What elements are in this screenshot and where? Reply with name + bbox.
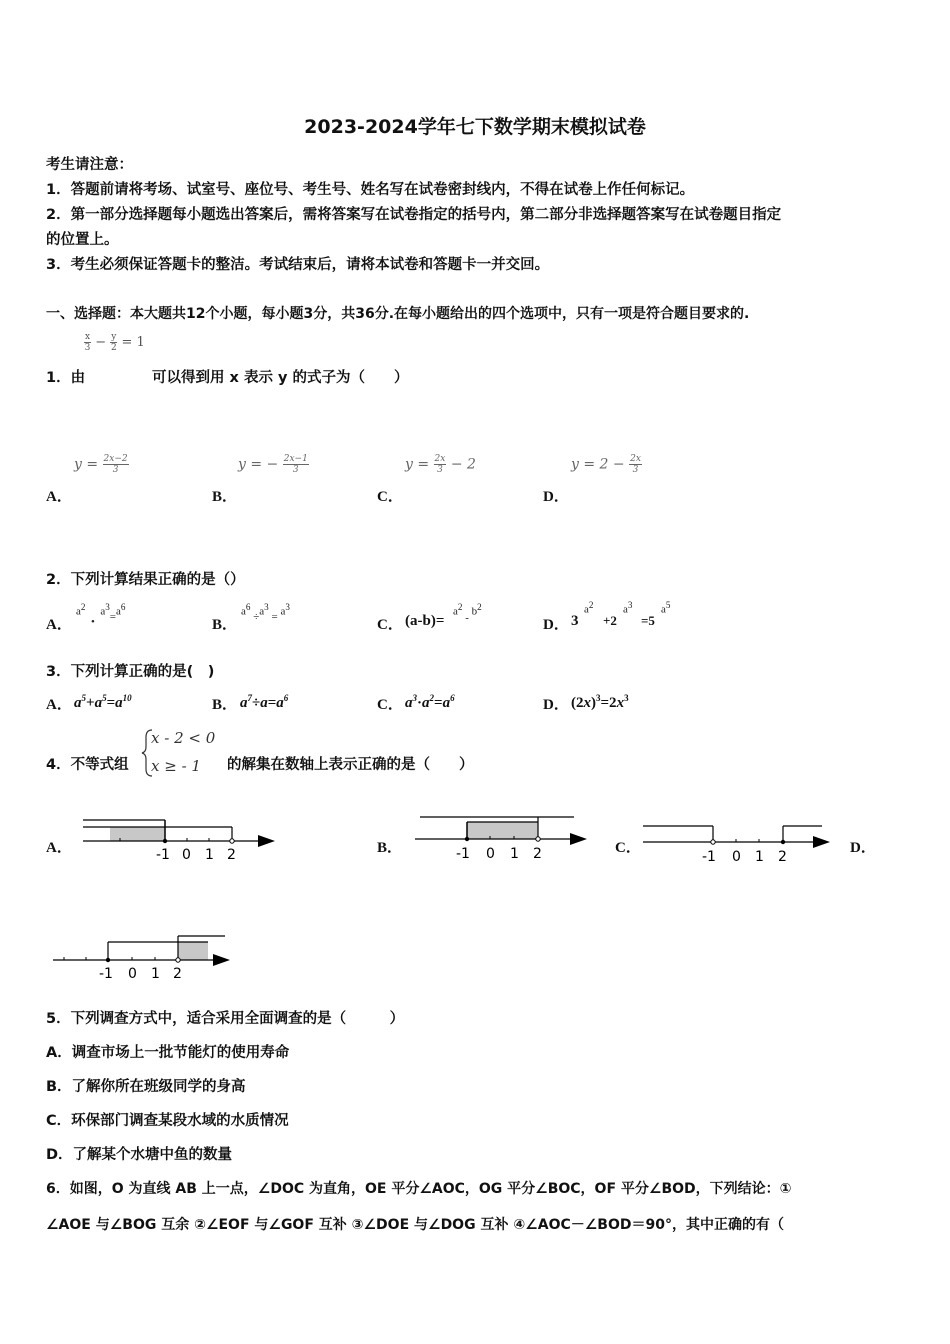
q2-option-b: $a^6 \div a^3 = a^3$ xyxy=(241,602,290,623)
section-heading: 一、选择题：本大题共12个小题，每小题3分，共36分.在每小题给出的四个选项中，只有一项是符合题目要求的. xyxy=(46,306,750,322)
q1-option-d-formula: y = 2 − $\frac{2x}{3}$ xyxy=(571,454,641,475)
q4-label-c: C． xyxy=(615,840,641,856)
q3-label-d: D． xyxy=(543,697,569,713)
q4-numberline-a xyxy=(80,815,280,865)
q1-x: x xyxy=(85,332,91,342)
q5-option-d: D．了解某个水塘中鱼的数量 xyxy=(46,1147,233,1163)
q4-b-tick-2: 2 xyxy=(533,846,542,862)
q3-option-c: $a^3\cdot a^2=a^6$ xyxy=(405,693,455,711)
q4-numberline-d xyxy=(50,930,240,982)
q1-option-b-formula: y = − $\frac{2x-1}{3}$ xyxy=(238,454,308,475)
q2-label-a: A． xyxy=(46,617,72,633)
q4-b-tick-1: 1 xyxy=(510,846,519,862)
q4-ineq-1: x - 2 < 0 xyxy=(151,729,216,747)
q4-label-a: A． xyxy=(46,840,72,856)
q2-option-d-a3: $a^3$ xyxy=(623,600,633,616)
q4-d-tick-0: 0 xyxy=(128,966,137,982)
q4-d-tick-2: 2 xyxy=(173,966,182,982)
q1-label-c: C． xyxy=(377,489,403,505)
q4-stem-post: 的解集在数轴上表示正确的是（ ） xyxy=(227,757,474,773)
notice-item-2-cont: 的位置上。 xyxy=(46,232,119,248)
q2-option-d-c2: +2 xyxy=(603,613,617,628)
q2-option-c-pre: (a-b)= xyxy=(405,613,445,629)
q2-option-c-expr: $a^2 - b^2$ xyxy=(453,602,482,624)
q1-rhs: = 1 xyxy=(121,335,145,350)
q3-option-a: $a^5+a^5=a^{10}$ xyxy=(74,693,132,711)
q4-a-tick-0: 0 xyxy=(182,847,191,863)
q4-c-tick-1: 1 xyxy=(755,849,764,865)
q4-numberline-b xyxy=(412,810,592,862)
q5-option-a: A．调查市场上一批节能灯的使用寿命 xyxy=(46,1045,290,1061)
notice-heading: 考生请注意： xyxy=(46,157,133,173)
q1-given-equation xyxy=(84,332,145,353)
q2-option-d-c3: =5 xyxy=(641,613,655,628)
q3-label-c: C． xyxy=(377,697,403,713)
q4-numberline-c xyxy=(640,818,840,866)
q4-d-tick-neg1: -1 xyxy=(99,966,113,982)
page-title: 2023-2024学年七下数学期末模拟试卷 xyxy=(304,116,646,138)
q2-label-c: C． xyxy=(377,617,403,633)
q2-label-b: B． xyxy=(212,617,238,633)
q1-stem-pre: 1．由 xyxy=(46,370,86,386)
q4-d-tick-1: 1 xyxy=(151,966,160,982)
q1-den-2: 2 xyxy=(110,343,117,353)
q4-c-tick-neg1: -1 xyxy=(702,849,716,865)
q4-ineq-2: x ≥ - 1 xyxy=(151,757,201,775)
q5-option-b: B．了解你所在班级同学的身高 xyxy=(46,1079,246,1095)
q6-line-2: ∠AOE 与∠BOG 互余 ②∠EOF 与∠GOF 互补 ③∠DOE 与∠DOG 互补 ④∠AOC－∠BOD＝90°，其中正确的有（ xyxy=(46,1217,784,1233)
q2-option-d-c1: 3 xyxy=(571,613,579,629)
q3-option-d: $(2x)^3=2x^3$ xyxy=(571,693,629,711)
q4-stem-pre: 4．不等式组 xyxy=(46,757,129,773)
q2-option-d-a2: $a^2$ xyxy=(584,600,594,616)
q1-stem-post: 可以得到用 x 表示 y 的式子为（ ） xyxy=(152,370,409,386)
q4-c-tick-0: 0 xyxy=(732,849,741,865)
q1-option-c-formula: y = $\frac{2x}{3}$ − 2 xyxy=(405,454,476,475)
q3-option-b: $a^7\div a=a^6$ xyxy=(240,693,289,711)
q4-a-tick-1: 1 xyxy=(205,847,214,863)
q4-label-d: D． xyxy=(850,840,876,856)
q1-den-3: 3 xyxy=(84,343,91,353)
q1-minus: − xyxy=(95,335,107,350)
q4-a-tick-2: 2 xyxy=(227,847,236,863)
q4-b-tick-neg1: -1 xyxy=(456,846,470,862)
q1-option-a-formula: y = $\frac{2x-2}{3}$ xyxy=(74,454,128,475)
q3-stem: 3．下列计算正确的是( ) xyxy=(46,664,215,680)
q1-label-b: B． xyxy=(212,489,238,505)
q4-a-tick-neg1: -1 xyxy=(156,847,170,863)
q3-label-b: B． xyxy=(212,697,238,713)
q6-line-1: 6．如图，O 为直线 AB 上一点，∠DOC 为直角，OE 平分∠AOC，OG 平分∠BOC，OF 平分∠BOD，下列结论：① xyxy=(46,1181,792,1197)
q2-stem: 2．下列计算结果正确的是（） xyxy=(46,572,245,588)
notice-item-2: 2．第一部分选择题每小题选出答案后，需将答案写在试卷指定的括号内，第二部分非选择题答案写在试卷题目指定 xyxy=(46,207,782,223)
q4-c-tick-2: 2 xyxy=(778,849,787,865)
q3-label-a: A． xyxy=(46,697,72,713)
q2-option-d-a5: $a^5$ xyxy=(661,600,671,616)
q5-stem: 5．下列调查方式中，适合采用全面调查的是（ ） xyxy=(46,1011,405,1027)
q2-option-a: $a^2$ • $a^3=a^6$ xyxy=(76,602,126,628)
q1-label-d: D． xyxy=(543,489,569,505)
q4-b-tick-0: 0 xyxy=(486,846,495,862)
notice-item-3: 3．考生必须保证答题卡的整洁。考试结束后，请将本试卷和答题卡一并交回。 xyxy=(46,257,550,273)
q1-y: y xyxy=(111,332,117,342)
notice-item-1: 1．答题前请将考场、试室号、座位号、考生号、姓名写在试卷密封线内，不得在试卷上作任何标记。 xyxy=(46,182,695,198)
q4-label-b: B． xyxy=(377,840,403,856)
q1-label-a: A． xyxy=(46,489,72,505)
q2-label-d: D． xyxy=(543,617,569,633)
q5-option-c: C．环保部门调查某段水域的水质情况 xyxy=(46,1113,289,1129)
